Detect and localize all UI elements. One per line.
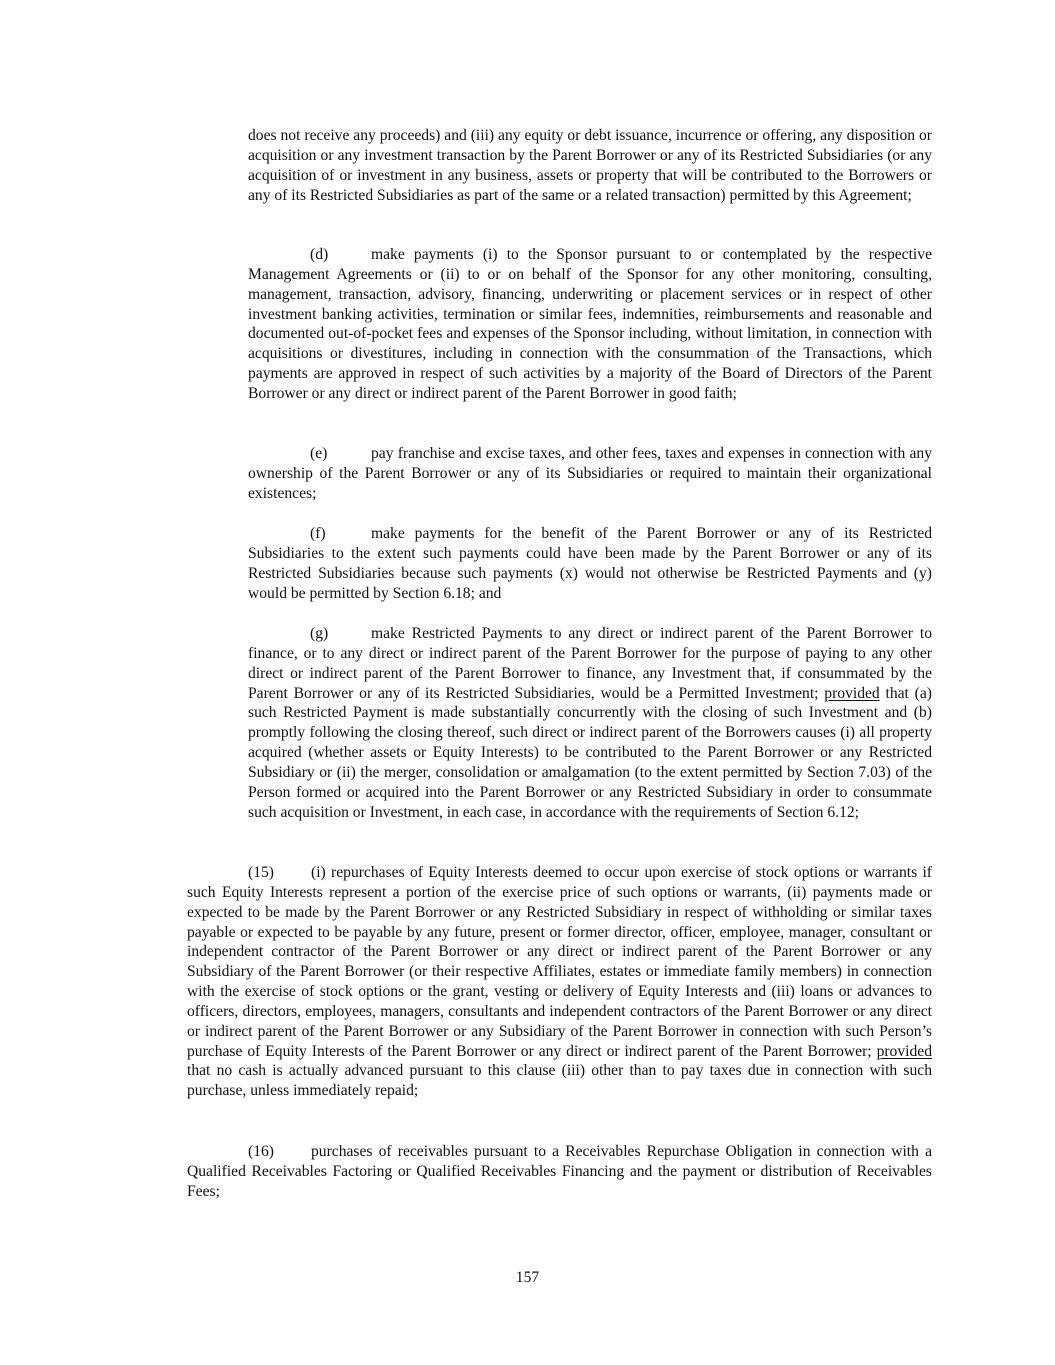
clause-label: (15) (248, 864, 274, 881)
clause-f (248, 524, 932, 603)
clause-label: (f) (310, 525, 326, 542)
clause-16 (187, 1142, 932, 1202)
clause-text: make Restricted Payments to any direct or indirect parent of the Parent Borrower to finance, or to any direct or indirect parent of the Parent Borrower for the purpose of paying to any other direct or indirect parent of the Parent Borrower to finance, any Investment that, if consummated by the Parent Borrower or any of its Restricted Subsidiaries, would be a Permitted Investment; (248, 625, 932, 702)
paragraph-text: does not receive any proceeds) and (iii) any equity or debt issuance, incurrence or offering, any disposition or acquisition or any investment transaction by the Parent Borrower or any of its Restricted Subsidiaries (or any acquisition of or investment in any business, assets or property that will be contributed to the Borrowers or any of its Restricted Subsidiaries as part of the same or a related transaction) permitted by this Agreement; (248, 127, 932, 204)
clause-label: (d) (310, 246, 329, 263)
clause-e (248, 444, 932, 504)
clause-text: pay franchise and excise taxes, and other fees, taxes and expenses in connection with any ownership of the Parent Borrower or any of its Subsidiaries or required to maintain their organizational existences; (248, 445, 932, 502)
clause-label: (16) (248, 1143, 274, 1160)
clause-text: make payments for the benefit of the Parent Borrower or any of its Restricted Subsidiaries to the extent such payments could have been made by the Parent Borrower or any of its Restricted Subsidiaries because such payments (x) would not otherwise be Restricted Payments and (y) would be permitted by Section 6.18; and (248, 525, 932, 602)
clause-label: (e) (310, 445, 328, 462)
clause-label: (g) (310, 625, 329, 642)
clause-text: that no cash is actually advanced pursuant to this clause (iii) other than to pay taxes due in connection with such purchase, unless immediately repaid; (187, 1062, 932, 1100)
clause-text: purchases of receivables pursuant to a Receivables Repurchase Obligation in connection with a Qualified Receivables Factoring or Qualified Receivables Financing and the payment or distribution of Receivables Fees; (187, 1143, 932, 1200)
clause-text: that (a) such Restricted Payment is made substantially concurrently with the closing of such Investment and (b) promptly following the closing thereof, such direct or indirect parent of the Borrowers causes (i) all property acquired (whether assets or Equity Interests) to be contributed to the Parent Borrower or any Restricted Subsidiary or (ii) the merger, consolidation or amalgamation (to the extent permitted by Section 7.03) of the Person formed or acquired into the Parent Borrower or any Restricted Subsidiary in order to consummate such acquisition or Investment, in each case, in accordance with the requirements of Section 6.12; (248, 684, 932, 821)
clause-g (248, 624, 932, 822)
clause-15 (187, 863, 932, 1101)
provided-term: provided (824, 684, 880, 702)
clause-d (248, 245, 932, 404)
clause-text: (i) repurchases of Equity Interests deemed to occur upon exercise of stock options or warrants if such Equity Interests represent a portion of the exercise price of such options or warrants, (ii) payments made or expected to be made by the Parent Borrower or any Restricted Subsidiary in respect of withholding or similar taxes payable or expected to be payable by any future, present or former director, officer, employee, manager, consultant or independent contractor of the Parent Borrower or any direct or indirect parent of the Parent Borrower or any Subsidiary of the Parent Borrower (or their respective Affiliates, estates or immediate family members) in connection with the exercise of stock options or the grant, vesting or delivery of Equity Interests and (iii) loans or advances to officers, directors, employees, managers, consultants and independent contractors of the Parent Borrower or any direct or indirect parent of the Parent Borrower or any Subsidiary of the Parent Borrower in connection with such Person’s purchase of Equity Interests of the Parent Borrower or any direct or indirect parent of the Parent Borrower; (187, 864, 932, 1060)
provided-term: provided (876, 1042, 932, 1060)
clause-text: make payments (i) to the Sponsor pursuant to or contemplated by the respective Management Agreements or (ii) to or on behalf of the Sponsor for any other monitoring, consulting, management, transaction, advisory, financing, underwriting or placement services or in respect of other investment banking activities, termination or similar fees, indemnities, reimbursements and reasonable and documented out-of-pocket fees and expenses of the Sponsor including, without limitation, in connection with acquisitions or divestitures, including in connection with the consummation of the Transactions, which payments are approved in respect of such activities by a majority of the Board of Directors of the Parent Borrower or any direct or indirect parent of the Parent Borrower in good faith; (248, 246, 932, 402)
page-number: 157 (515, 1269, 540, 1286)
paragraph-continuation (248, 126, 932, 205)
